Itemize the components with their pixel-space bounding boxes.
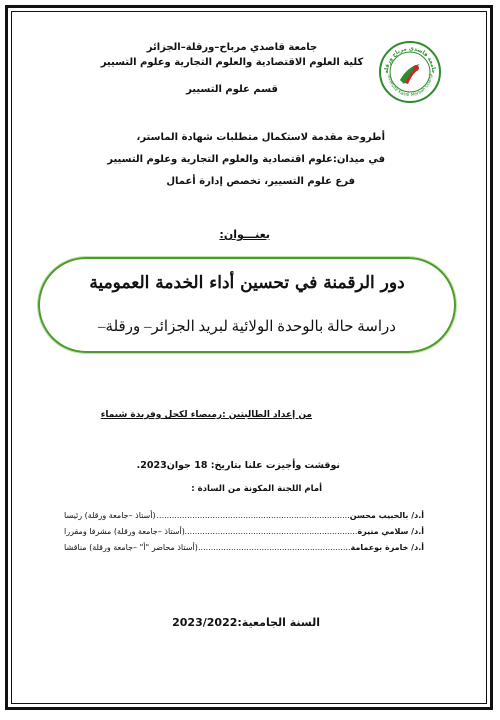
member-role: (أستاذ محاضر "أ" –جامعة ورقلة) مناقشا xyxy=(64,543,198,552)
member-role: (أستاذ –جامعة ورقلة) مشرفا ومقررا xyxy=(64,527,185,536)
university-seal-icon xyxy=(378,40,442,104)
faculty-name: كلية العلوم الاقتصادية والعلوم التجارية وعلوم التسيير xyxy=(100,57,364,68)
thesis-line-1: أطروحة مقدمة لاستكمال متطلبات شهادة الماستر، xyxy=(136,132,385,143)
seal-arabic-text: جامعة قاصدي مرباح ورقلة xyxy=(383,45,437,74)
member-role: (أستاذ –جامعة ورقلة) رئيسا xyxy=(64,511,156,520)
committee-member xyxy=(64,510,424,521)
member-name: أ.د/ بالحبيب محسن xyxy=(349,511,424,520)
academic-year: السنة الجامعية:2023/2022 xyxy=(172,616,320,629)
committee-member xyxy=(64,542,424,553)
member-name: أ.د/ سلامي منيرة xyxy=(357,527,424,536)
defense-date: نوقشت وأجيزت علنا بتاريخ: 18 جوان2023. xyxy=(136,460,340,471)
thesis-line-3: فرع علوم التسيير، تخصص إدارة أعمال xyxy=(166,176,355,187)
dot-leader xyxy=(198,542,351,553)
prepared-by: من إعداد الطالبتين :رميصاء لكحل وفريدة شيماء xyxy=(100,410,312,420)
thesis-statement xyxy=(85,130,385,190)
dot-leader xyxy=(185,526,358,537)
thesis-line-2: في ميدان:علوم اقتصادية والعلوم التجارية وعلوم التسيير xyxy=(107,154,385,165)
thesis-subtitle: دراسة حالة بالوحدة الولائية لبريد الجزائر– ورقلة– xyxy=(98,319,396,335)
seal-latin-text: niversité Kasdi Merbah Ouargl xyxy=(385,73,435,99)
institution-header xyxy=(82,40,382,97)
university-name: جامعة قاصدي مرباح–ورقلة–الجزائر xyxy=(146,42,318,53)
member-name: أ.د/ خامرة بوعمامة xyxy=(350,543,424,552)
thesis-main-title: دور الرقمنة في تحسين أداء الخدمة العمومية xyxy=(89,273,405,293)
dot-leader xyxy=(156,510,350,521)
title-label: بعنـــوان: xyxy=(219,228,270,241)
committee-intro: أمام اللجنة المكونة من السادة : xyxy=(191,484,322,494)
department-name: قسم علوم التسيير xyxy=(186,84,278,95)
page-inner-border xyxy=(11,11,487,704)
title-frame xyxy=(38,257,456,353)
committee-member xyxy=(64,526,424,537)
